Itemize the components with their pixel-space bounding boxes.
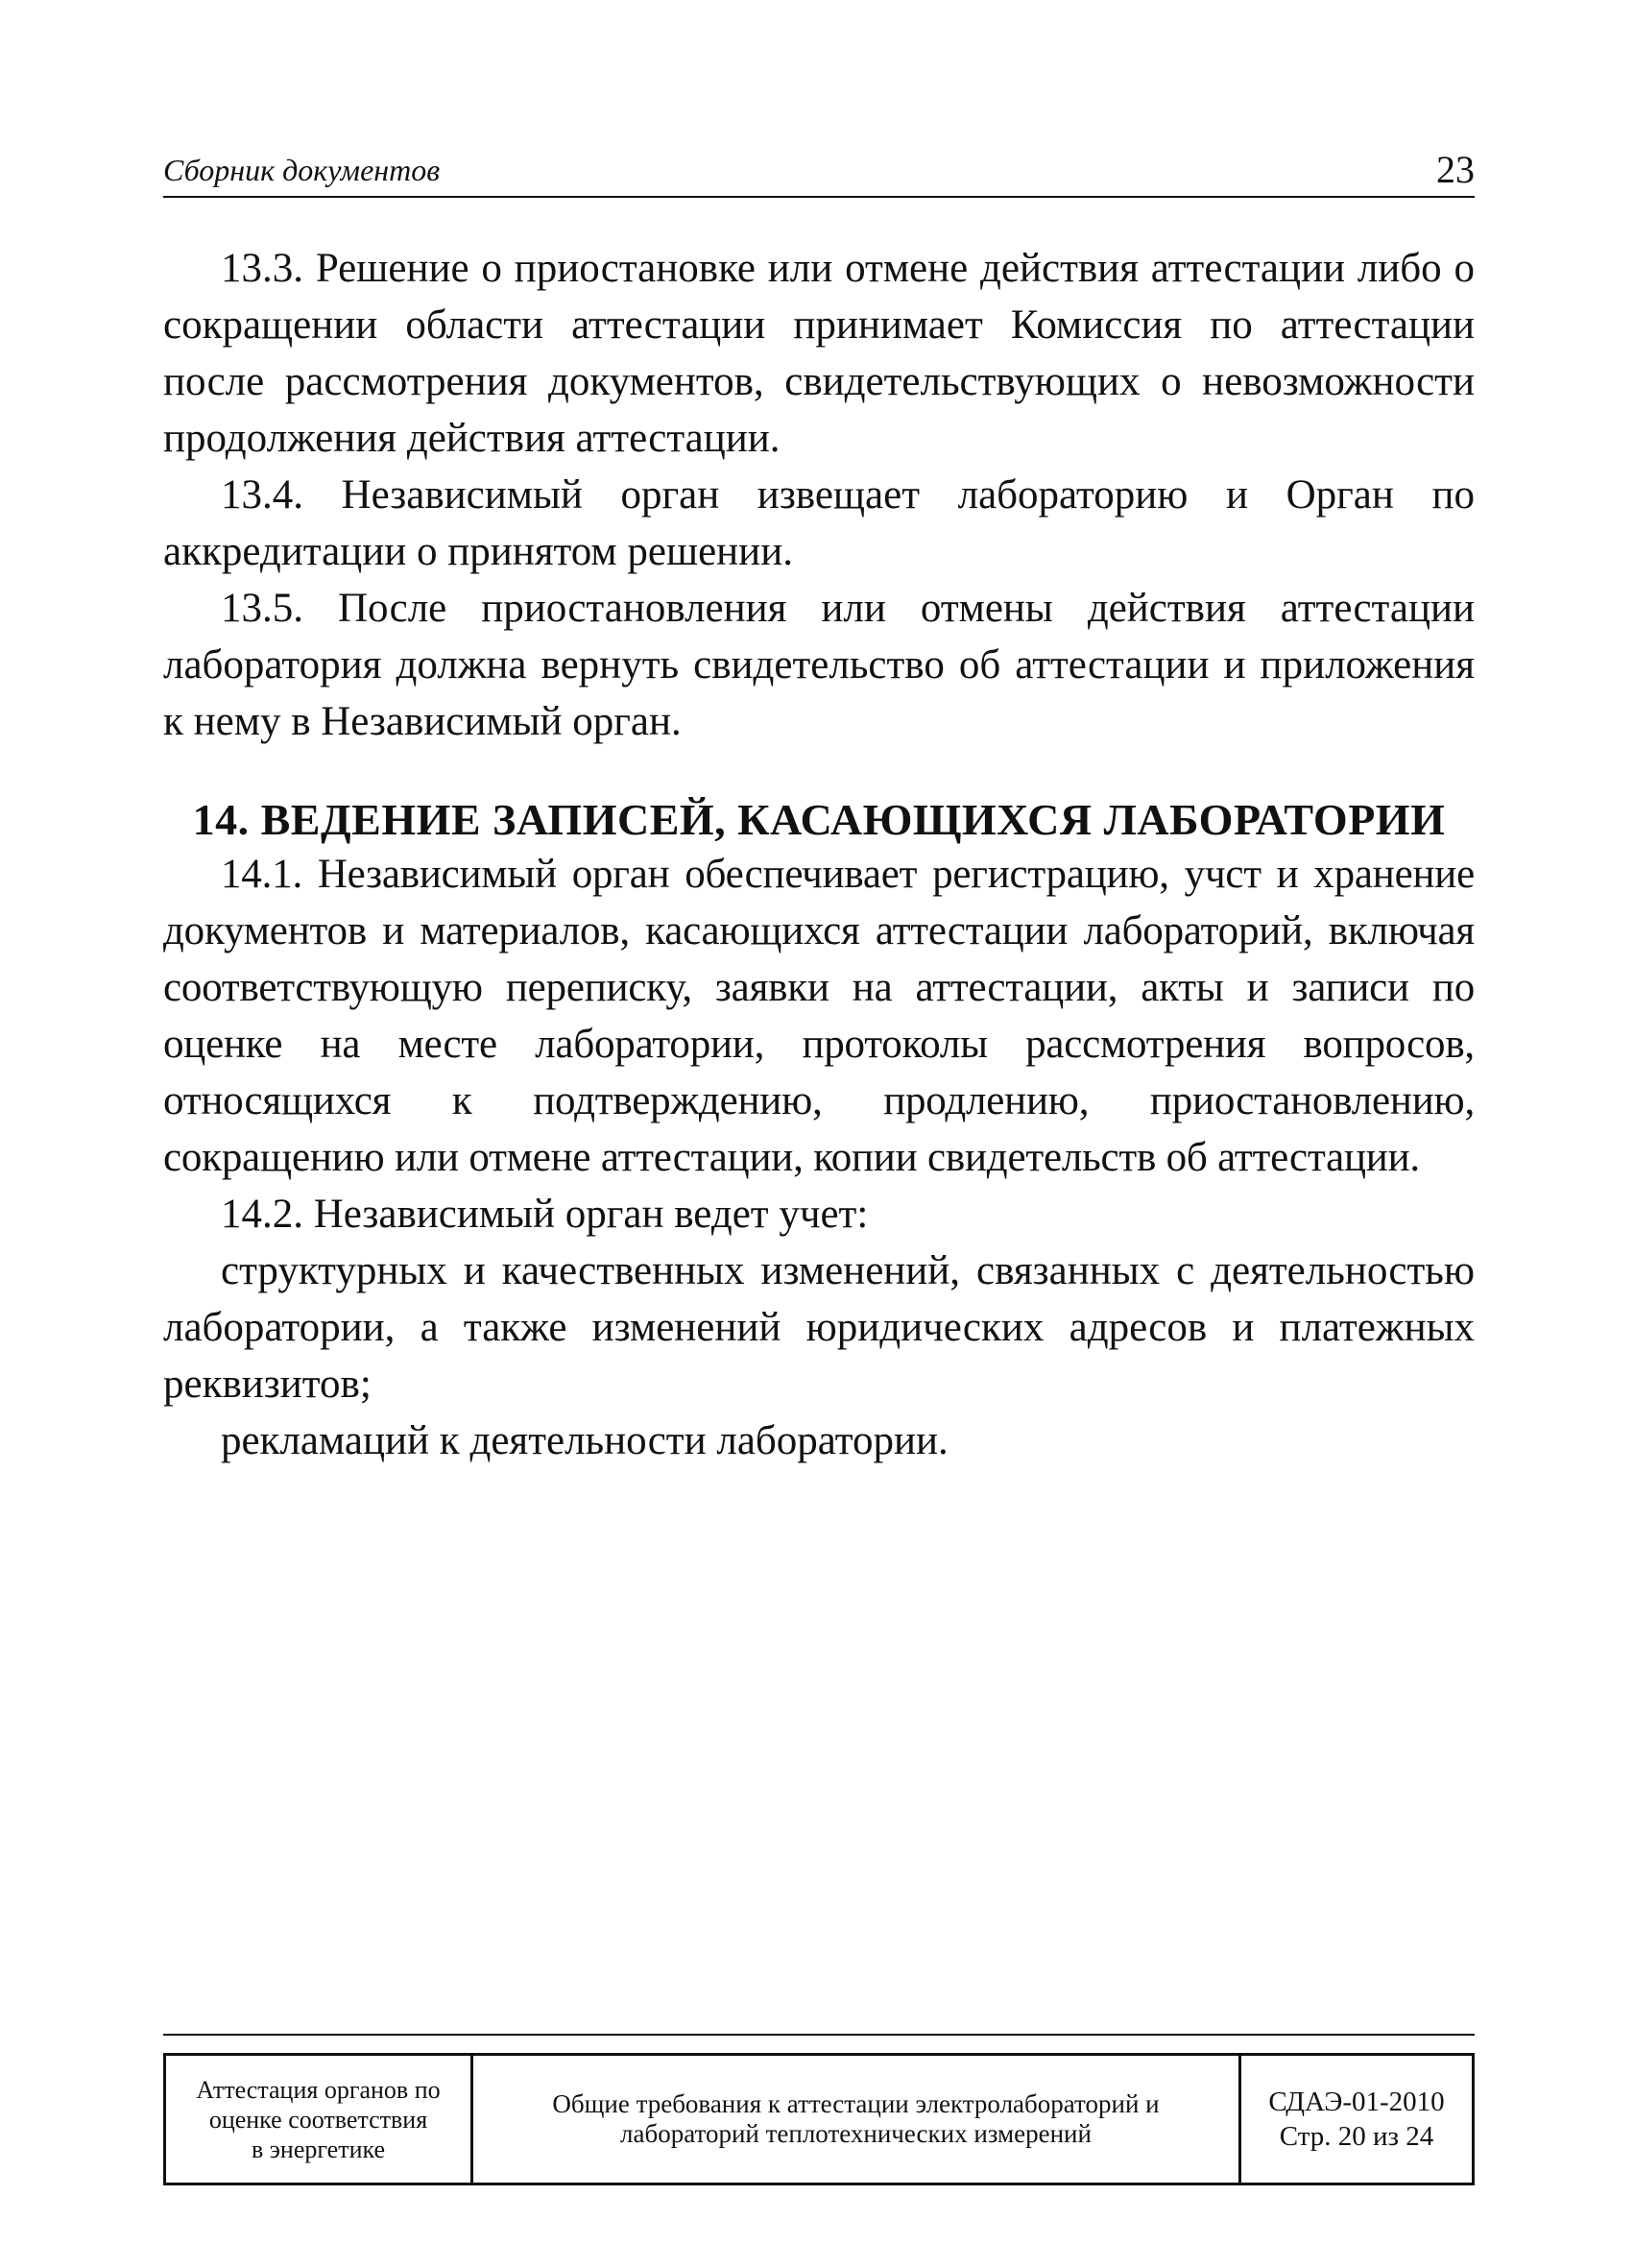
footer-organization-cell	[166, 2056, 473, 2183]
footer-document-title-cell	[473, 2056, 1241, 2183]
footer-table	[163, 2053, 1475, 2185]
footer-title-line-2: лабораторий теплотехнических измерений	[620, 2119, 1092, 2148]
paragraph-13-3: 13.3. Решение о приостановке или отмене действия аттестации либо о сокращении области аттестации принимает Комиссия по аттестации после рассмотрения документов, свидетельствующих о невозможности продолжения действия аттестации.	[163, 246, 1475, 461]
collection-title: Сборник документов	[163, 153, 441, 187]
footer-org-line-1: Аттестация органов по	[196, 2075, 441, 2104]
footer-page-of: Стр. 20 из 24	[1279, 2121, 1434, 2152]
section-14-heading: 14. ВЕДЕНИЕ ЗАПИСЕЙ, КАСАЮЩИХСЯ ЛАБОРАТОРИИ	[192, 795, 1446, 844]
footer-code-cell	[1241, 2056, 1472, 2183]
list-item-complaints: рекламаций к деятельности лаборатории.	[221, 1418, 949, 1463]
paragraph-14-1: 14.1. Независимый орган обеспечивает регистрацию, учст и хранение документов и материалов, касающихся аттестации лабораторий, включая соответствующую переписку, заявки на аттестации, акты и записи по оценке на месте лаборатории, протоколы рассмотрения вопросов, относящихся к подтверждению, продлению, приостановлению, сокращению или отмене аттестации, копии свидетельств об аттестации.	[163, 852, 1475, 1180]
paragraph-13-4: 13.4. Независимый орган извещает лабораторию и Орган по аккредитации о принятом решении.	[163, 472, 1475, 574]
running-header	[163, 144, 1475, 198]
paragraph-13-5: 13.5. После приостановления или отмены действия аттестации лаборатория должна вернуть свидетельство об аттестации и приложения к нему в Независимый орган.	[163, 586, 1475, 744]
document-body	[163, 240, 1475, 1469]
list-item-structural-changes: структурных и качественных изменений, связанных с деятельностью лаборатории, а также изменений юридических адресов и платежных реквизитов;	[163, 1248, 1475, 1407]
footer-rule	[163, 2034, 1475, 2036]
footer-title-line-1: Общие требования к аттестации электролабораторий и	[552, 2089, 1160, 2118]
paragraph-14-2: 14.2. Независимый орган ведет учет:	[221, 1192, 869, 1237]
footer-doc-code: СДАЭ-01-2010	[1268, 2087, 1445, 2117]
footer-org-line-3: в энергетике	[251, 2135, 386, 2163]
footer-org-line-2: оценке соответствия	[208, 2105, 428, 2134]
page-number: 23	[1436, 148, 1475, 191]
